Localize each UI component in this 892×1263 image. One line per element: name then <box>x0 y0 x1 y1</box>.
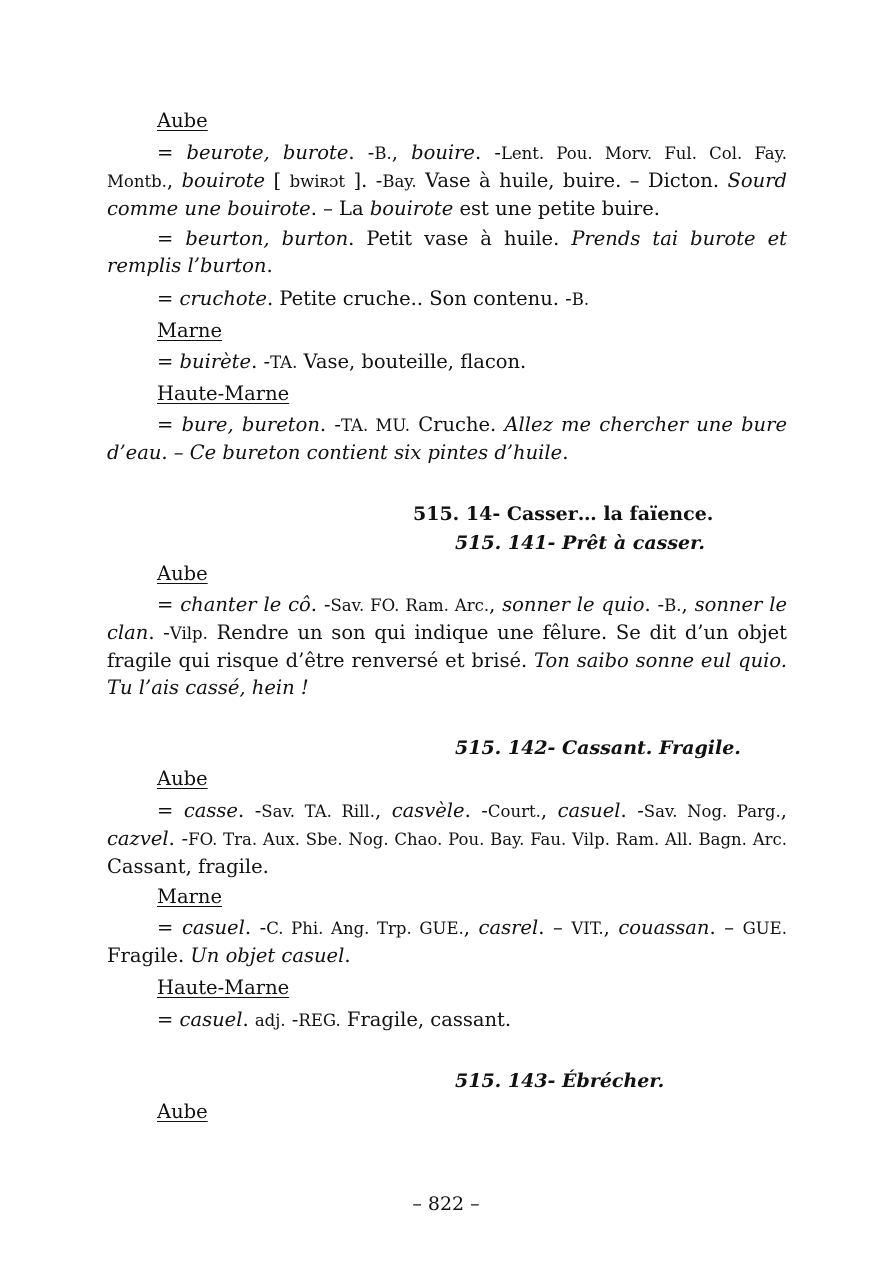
entry-text: = <box>157 350 180 373</box>
entry-text: . - <box>244 916 267 939</box>
italic-term: casvèle <box>391 799 465 822</box>
entry-text: . - <box>168 827 189 850</box>
entry-text: . - <box>348 141 375 164</box>
region-heading: Marne <box>157 885 223 908</box>
italic-term: cazvel <box>107 827 169 850</box>
entry-text: [ <box>265 169 290 192</box>
entry-text: Rendre un son qui indique une fêlure. Se dit d’un objet fragile qui risque d’être renversé et brisé. <box>107 621 787 672</box>
entry-text: - <box>285 1008 299 1031</box>
entry-text: . Petit vase à huile. <box>348 227 572 250</box>
entry-text: Cassant, fragile. <box>107 855 269 878</box>
entry-text: . - <box>319 413 341 436</box>
entry-text: Vase, bouteille, flacon. <box>297 350 527 373</box>
entry-text: , <box>166 169 182 192</box>
entry-text: , <box>391 141 412 164</box>
region-heading: Haute-Marne <box>157 382 290 405</box>
italic-term: beurote, burote <box>186 141 349 164</box>
entry-text: . <box>344 944 351 967</box>
entry-text: , <box>489 593 503 616</box>
entry-text: , <box>780 799 787 822</box>
entry-text: = <box>157 799 184 822</box>
abbreviation: C. Phi. Ang. Trp. GUE. <box>266 919 464 938</box>
entry-text: , <box>463 916 479 939</box>
entry-text: . – La <box>310 197 370 220</box>
entry-text: , <box>603 916 619 939</box>
abbreviation: GUE. <box>742 919 787 938</box>
entry-text: , <box>540 799 558 822</box>
italic-term: Allez me chercher une bure d’eau. – Ce bureton contient six pintes d’huile <box>107 413 787 464</box>
dictionary-entry <box>107 225 787 279</box>
region-heading: Marne <box>157 319 223 342</box>
italic-term: beurton, burton <box>185 227 349 250</box>
section-heading: 515. 142- Cassant. Fragile. <box>455 737 741 759</box>
abbreviation: Lent. Pou. Morv. Ful. Col. Fay. Montb. <box>107 144 787 191</box>
abbreviation: B. <box>571 290 590 309</box>
abbreviation: TA. <box>270 353 298 372</box>
entry-text: = <box>157 593 181 616</box>
abbreviation: B. <box>664 596 682 615</box>
page-number: – 822 – <box>412 1193 480 1215</box>
abbreviation: TA. MU. <box>340 416 410 435</box>
entry-text: . - <box>464 799 488 822</box>
entry-text: . – <box>709 916 743 939</box>
italic-term: buirète <box>179 350 252 373</box>
italic-term: casuel <box>179 1008 243 1031</box>
italic-term: casse <box>183 799 238 822</box>
dictionary-entry <box>107 139 787 222</box>
abbreviation: VIT. <box>571 919 604 938</box>
entry-text: . - <box>620 799 644 822</box>
entry-text: . <box>266 254 273 277</box>
entry-text: , <box>374 799 392 822</box>
italic-term: sonner le clan <box>107 593 787 644</box>
region-heading: Aube <box>157 109 208 132</box>
entry-text: = <box>157 916 182 939</box>
entry-text: Vase à huile, buire. – Dicton. <box>416 169 728 192</box>
entry-text: est une petite buire. <box>453 197 660 220</box>
dictionary-entry <box>107 797 787 880</box>
italic-term: chanter le cô <box>180 593 311 616</box>
entry-text: . <box>242 1008 255 1031</box>
section-heading: 515. 141- Prêt à casser. <box>455 532 705 554</box>
dictionary-entry <box>107 591 787 701</box>
entry-text: . - <box>474 141 501 164</box>
dictionary-entry <box>107 1006 787 1034</box>
abbreviation: Vilp. <box>169 624 208 643</box>
region-heading: Aube <box>157 767 208 790</box>
dictionary-entry <box>107 411 787 466</box>
abbreviation: bwiʀɔt <box>289 172 345 191</box>
italic-term: sonner le quio <box>502 593 645 616</box>
entry-text: . - <box>644 593 665 616</box>
entry-text: . – <box>538 916 572 939</box>
entry-text: = <box>157 413 182 436</box>
abbreviation: FO. Tra. Aux. Sbe. Nog. Chao. Pou. Bay. Fau. Vilp. Ram. All. Bagn. Arc. <box>188 830 787 849</box>
entry-text: = <box>157 227 186 250</box>
dictionary-entry <box>107 285 787 313</box>
dictionary-entry <box>107 348 787 376</box>
entry-text: . <box>562 441 569 464</box>
entry-text: . - <box>251 350 271 373</box>
italic-term: bouirote <box>181 169 266 192</box>
section-heading: 515. 143- Ébrécher. <box>455 1070 665 1092</box>
entry-text: Cruche. <box>410 413 505 436</box>
entry-text: Fragile, cassant. <box>340 1008 512 1031</box>
entry-text: = <box>157 1008 180 1031</box>
entry-text: . Petite cruche.. Son contenu. - <box>266 287 572 310</box>
abbreviation: Court. <box>487 802 541 821</box>
italic-term: bouire <box>411 141 475 164</box>
italic-term: Sourd comme une bouirote <box>107 169 787 220</box>
entry-text: , <box>681 593 695 616</box>
section-heading: 515. 14- Casser… la faïence. <box>413 503 714 525</box>
entry-text: . - <box>148 621 170 644</box>
abbreviation: Sav. TA. Rill. <box>261 802 375 821</box>
italic-term: cruchote <box>179 287 267 310</box>
region-heading: Haute-Marne <box>157 976 290 999</box>
italic-term: casuel <box>181 916 245 939</box>
region-heading: Aube <box>157 1100 208 1123</box>
entry-text: . - <box>237 799 262 822</box>
region-heading: Aube <box>157 562 208 585</box>
entry-text: ]. - <box>345 169 383 192</box>
italic-term: Un objet casuel <box>190 944 345 967</box>
italic-term: couassan <box>618 916 710 939</box>
italic-term: Ton saibo sonne eul quio. Tu l’ais cassé, hein ! <box>107 649 787 699</box>
entry-text: Fragile. <box>107 944 191 967</box>
dictionary-entry <box>107 914 787 969</box>
italic-term: casuel <box>557 799 621 822</box>
entry-text: = <box>157 287 180 310</box>
abbreviation: B. <box>374 144 392 163</box>
entry-text: = <box>157 141 187 164</box>
abbreviation: Sav. Nog. Parg. <box>643 802 781 821</box>
abbreviation: Bay. <box>382 172 417 191</box>
italic-term: bure, bureton <box>181 413 320 436</box>
abbreviation: REG. <box>298 1011 341 1030</box>
italic-term: Prends tai burote et remplis l’burton <box>107 227 787 277</box>
entry-text: . - <box>310 593 331 616</box>
italic-term: bouirote <box>369 197 454 220</box>
abbreviation: Sav. FO. Ram. Arc. <box>330 596 490 615</box>
abbreviation: adj. <box>254 1011 286 1030</box>
italic-term: casrel <box>478 916 539 939</box>
